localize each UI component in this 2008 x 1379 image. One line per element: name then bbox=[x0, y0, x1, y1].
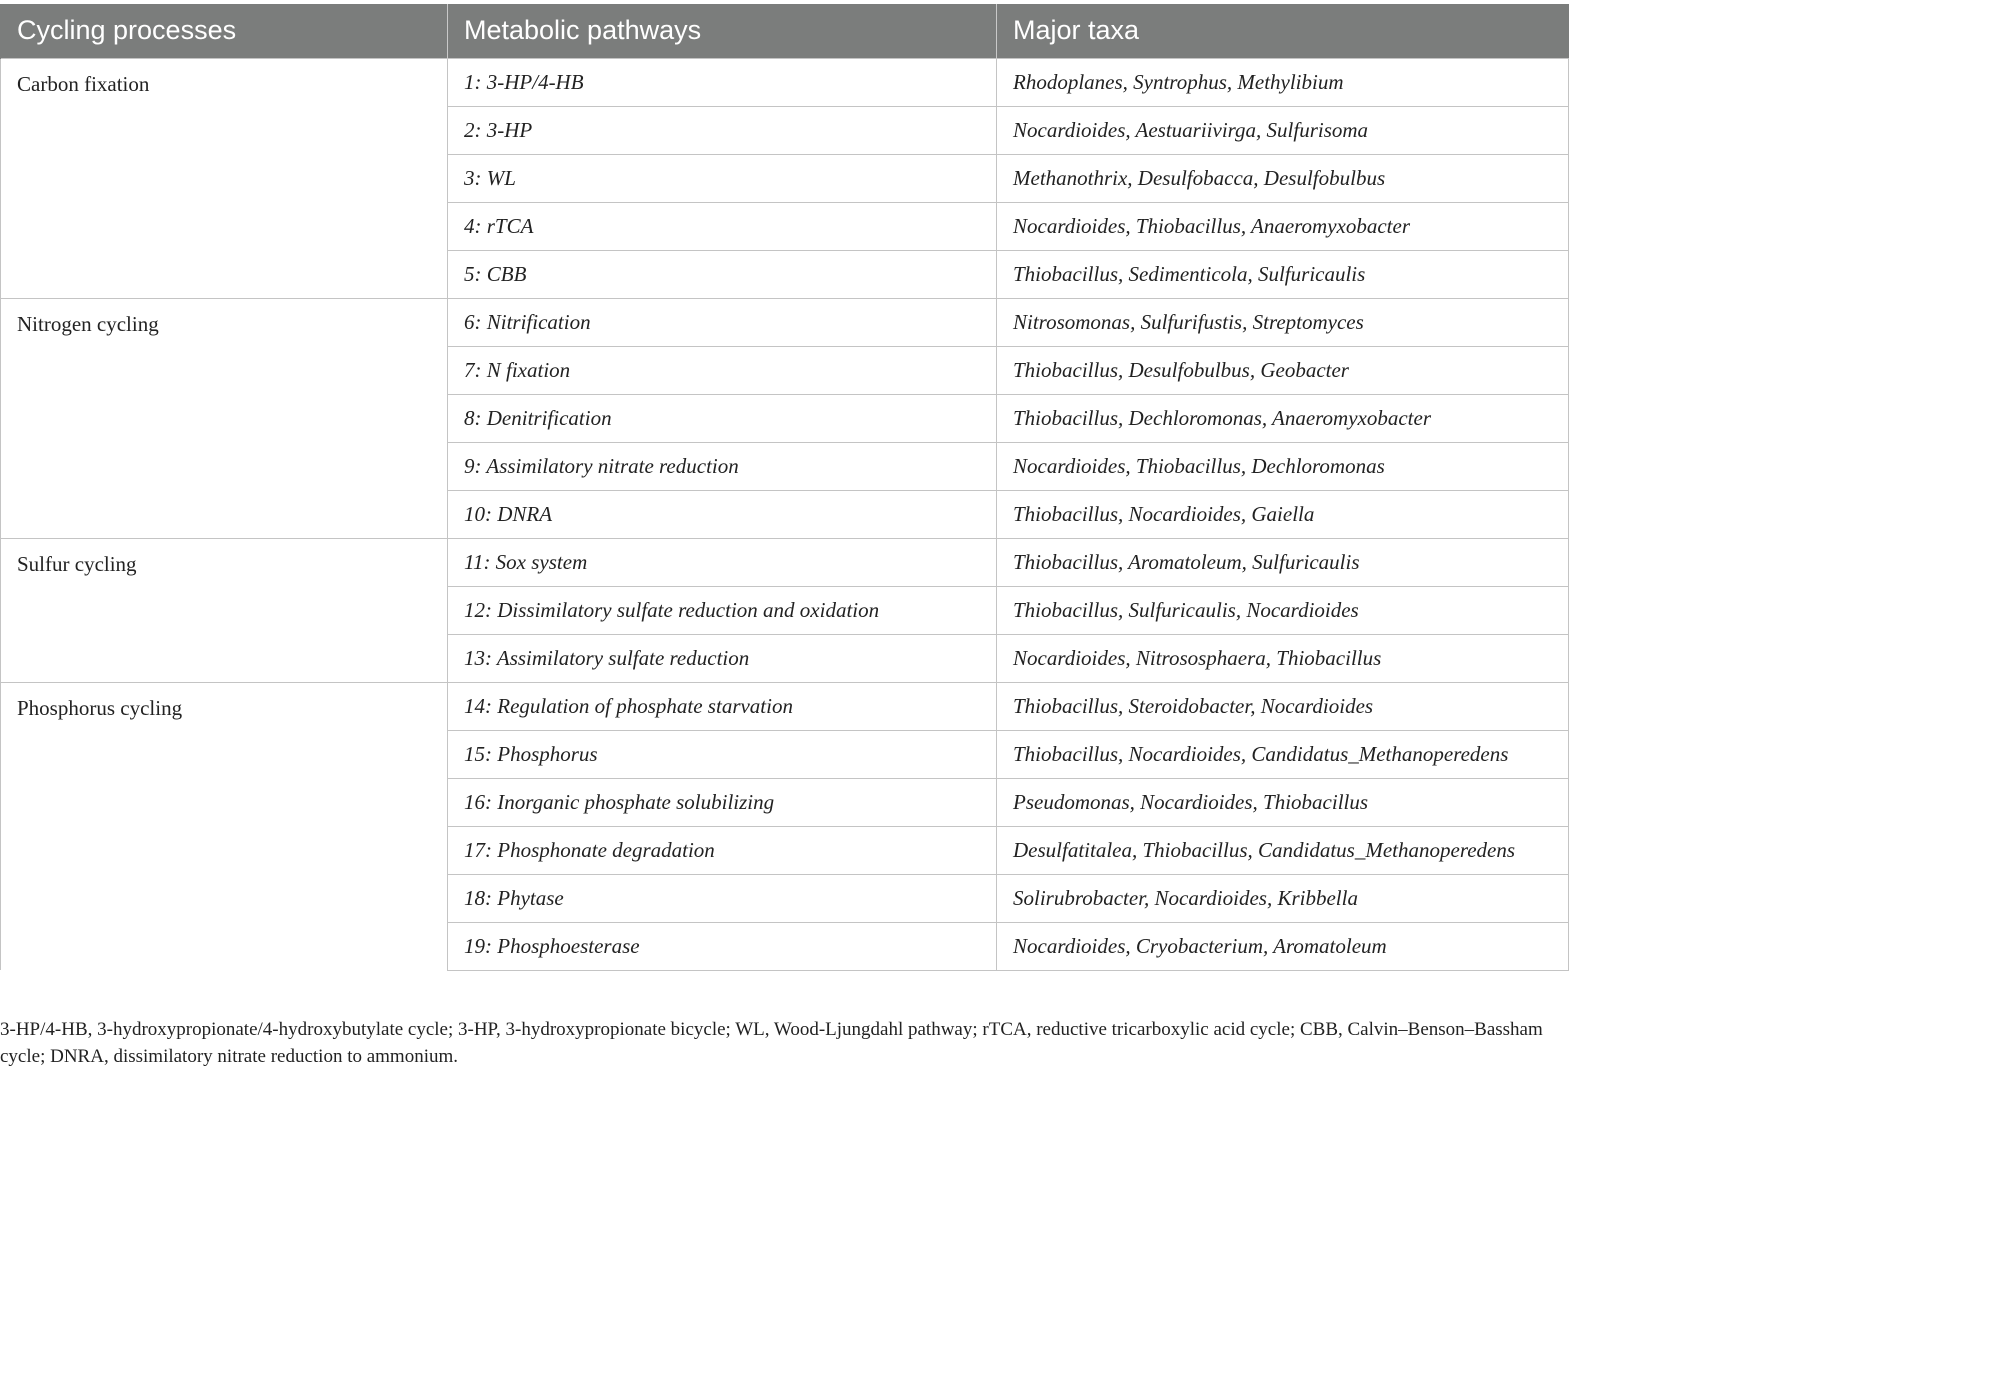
metabolic-pathway-cell: 7: N fixation bbox=[448, 346, 997, 394]
major-taxa-cell: Pseudomonas, Nocardioides, Thiobacillus bbox=[997, 778, 1569, 826]
table-row bbox=[1, 58, 1569, 106]
major-taxa-cell: Nocardioides, Nitrososphaera, Thiobacillus bbox=[997, 634, 1569, 682]
column-header-cycling-processes: Cycling processes bbox=[1, 4, 448, 58]
major-taxa-cell: Methanothrix, Desulfobacca, Desulfobulbus bbox=[997, 154, 1569, 202]
major-taxa-cell: Thiobacillus, Desulfobulbus, Geobacter bbox=[997, 346, 1569, 394]
metabolic-pathway-cell: 8: Denitrification bbox=[448, 394, 997, 442]
major-taxa-cell: Thiobacillus, Sulfuricaulis, Nocardioides bbox=[997, 586, 1569, 634]
header-row bbox=[1, 4, 1569, 58]
metabolic-pathway-cell: 12: Dissimilatory sulfate reduction and oxidation bbox=[448, 586, 997, 634]
table-footnote: 3-HP/4-HB, 3-hydroxypropionate/4-hydroxybutylate cycle; 3-HP, 3-hydroxypropionate bicycle; WL, Wood-Ljungdahl pathway; rTCA, reductive tricarboxylic acid cycle; CBB, Calvin–Benson–Bassham cycle; DNRA, dissimilatory nitrate reduction to ammonium. bbox=[0, 1019, 1543, 1067]
metabolic-pathway-cell: 6: Nitrification bbox=[448, 298, 997, 346]
metabolic-pathway-cell: 15: Phosphorus bbox=[448, 730, 997, 778]
major-taxa-cell: Nitrosomonas, Sulfurifustis, Streptomyces bbox=[997, 298, 1569, 346]
metabolic-pathway-cell: 2: 3-HP bbox=[448, 106, 997, 154]
major-taxa-cell: Thiobacillus, Nocardioides, Gaiella bbox=[997, 490, 1569, 538]
metabolic-pathway-cell: 17: Phosphonate degradation bbox=[448, 826, 997, 874]
major-taxa-cell: Desulfatitalea, Thiobacillus, Candidatus_Methanoperedens bbox=[997, 826, 1569, 874]
column-header-metabolic-pathways: Metabolic pathways bbox=[448, 4, 997, 58]
metabolic-pathway-cell: 4: rTCA bbox=[448, 202, 997, 250]
major-taxa-cell: Thiobacillus, Dechloromonas, Anaeromyxobacter bbox=[997, 394, 1569, 442]
major-taxa-cell: Nocardioides, Aestuariivirga, Sulfurisoma bbox=[997, 106, 1569, 154]
metabolic-pathways-table-container bbox=[0, 4, 1568, 971]
major-taxa-cell: Thiobacillus, Sedimenticola, Sulfuricaulis bbox=[997, 250, 1569, 298]
column-header-major-taxa: Major taxa bbox=[997, 4, 1569, 58]
major-taxa-cell: Nocardioides, Thiobacillus, Anaeromyxobacter bbox=[997, 202, 1569, 250]
table-body bbox=[1, 58, 1569, 970]
table-row bbox=[1, 298, 1569, 346]
metabolic-pathway-cell: 18: Phytase bbox=[448, 874, 997, 922]
metabolic-pathway-cell: 3: WL bbox=[448, 154, 997, 202]
major-taxa-cell: Nocardioides, Thiobacillus, Dechloromonas bbox=[997, 442, 1569, 490]
metabolic-pathway-cell: 11: Sox system bbox=[448, 538, 997, 586]
metabolic-pathway-cell: 9: Assimilatory nitrate reduction bbox=[448, 442, 997, 490]
metabolic-pathways-table bbox=[0, 4, 1569, 971]
table-header bbox=[1, 4, 1569, 58]
cycling-process-cell: Sulfur cycling bbox=[1, 538, 448, 682]
cycling-process-cell: Carbon fixation bbox=[1, 58, 448, 298]
major-taxa-cell: Thiobacillus, Aromatoleum, Sulfuricaulis bbox=[997, 538, 1569, 586]
major-taxa-cell: Thiobacillus, Steroidobacter, Nocardioides bbox=[997, 682, 1569, 730]
major-taxa-cell: Nocardioides, Cryobacterium, Aromatoleum bbox=[997, 922, 1569, 970]
major-taxa-cell: Rhodoplanes, Syntrophus, Methylibium bbox=[997, 58, 1569, 106]
metabolic-pathway-cell: 19: Phosphoesterase bbox=[448, 922, 997, 970]
major-taxa-cell: Thiobacillus, Nocardioides, Candidatus_Methanoperedens bbox=[997, 730, 1569, 778]
metabolic-pathway-cell: 13: Assimilatory sulfate reduction bbox=[448, 634, 997, 682]
major-taxa-cell: Solirubrobacter, Nocardioides, Kribbella bbox=[997, 874, 1569, 922]
cycling-process-cell: Nitrogen cycling bbox=[1, 298, 448, 538]
metabolic-pathway-cell: 1: 3-HP/4-HB bbox=[448, 58, 997, 106]
cycling-process-cell: Phosphorus cycling bbox=[1, 682, 448, 970]
table-row bbox=[1, 682, 1569, 730]
metabolic-pathway-cell: 10: DNRA bbox=[448, 490, 997, 538]
table-row bbox=[1, 538, 1569, 586]
metabolic-pathway-cell: 14: Regulation of phosphate starvation bbox=[448, 682, 997, 730]
metabolic-pathway-cell: 16: Inorganic phosphate solubilizing bbox=[448, 778, 997, 826]
metabolic-pathway-cell: 5: CBB bbox=[448, 250, 997, 298]
